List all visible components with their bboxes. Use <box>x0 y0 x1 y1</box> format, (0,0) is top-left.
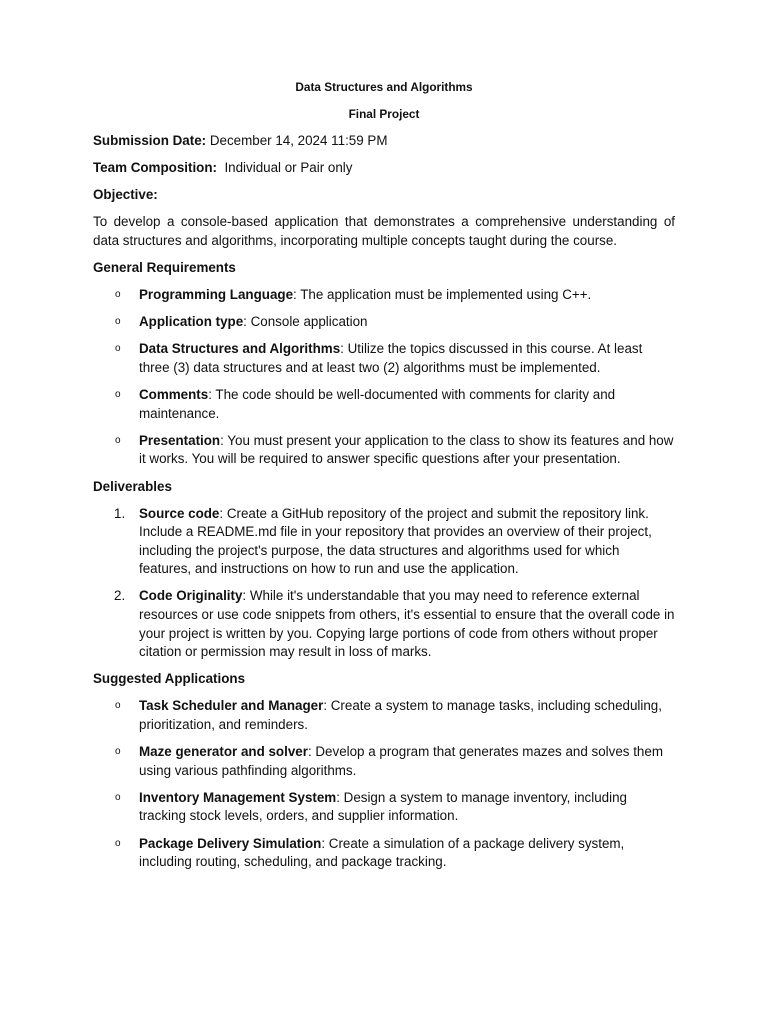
item-term: Package Delivery Simulation <box>139 835 322 851</box>
list-item <box>93 340 675 377</box>
list-item <box>93 743 675 780</box>
bullet-marker: o <box>115 791 121 803</box>
list-number: 2. <box>114 588 126 604</box>
bullet-marker: o <box>115 343 121 355</box>
list-item <box>93 432 675 469</box>
item-term: Programming Language <box>139 287 294 303</box>
deliverables-heading <box>93 478 675 497</box>
list-item <box>93 386 675 423</box>
suggested-applications-heading-text: Suggested Applications <box>93 671 246 687</box>
item-term: Application type <box>139 314 244 330</box>
general-requirements-heading-text: General Requirements <box>93 260 236 276</box>
item-term: Comments <box>139 387 209 403</box>
list-item <box>93 313 675 332</box>
general-requirements-heading <box>93 259 675 278</box>
item-text: : Console application <box>243 314 368 330</box>
list-item <box>93 835 675 872</box>
suggested-applications-heading <box>93 670 675 689</box>
item-text: : The application must be implemented using C++. <box>293 287 592 303</box>
bullet-marker: o <box>115 434 121 446</box>
objective-text: To develop a console-based application that demonstrates a comprehensive understanding of data structures and algorithms, incorporating multiple concepts taught during the course. <box>93 214 675 249</box>
submission-date <box>93 132 675 151</box>
bullet-marker: o <box>115 837 121 849</box>
item-text: : The code should be well-documented with comments for clarity and maintenance. <box>139 387 616 421</box>
item-text: : Create a GitHub repository of the project and submit the repository link. Include a README.md file in your repository that provides an overview of their project, including the project's purpose, the data structures and algorithms used for which features, and instructions on how to run and use the application. <box>139 505 652 577</box>
item-term: Data Structures and Algorithms <box>139 341 341 357</box>
item-text: : Create a simulation of a package delivery system, including routing, scheduling, and package tracking. <box>139 835 625 870</box>
general-requirements-list <box>93 286 675 469</box>
list-item <box>93 789 675 826</box>
item-term: Inventory Management System <box>139 789 337 805</box>
item-term: Code Originality <box>139 588 243 604</box>
item-term: Presentation <box>139 432 221 448</box>
objective-heading-text: Objective: <box>93 187 158 203</box>
item-text: : While it's understandable that you may need to reference external resources or use code snippets from others, it's essential to ensure that the overall code in your project is written by you. Copying large portions of code from others without proper citation or permission may result in loss of marks. <box>139 588 675 660</box>
item-text: : Create a system to manage tasks, including scheduling, prioritization, and reminders. <box>139 698 662 733</box>
submission-date-value: December 14, 2024 11:59 PM <box>206 133 388 149</box>
list-item <box>93 286 675 305</box>
team-composition-value: Individual or Pair only <box>217 160 353 176</box>
list-item <box>93 587 675 661</box>
list-item <box>93 697 675 734</box>
item-term: Source code <box>139 505 220 521</box>
team-composition-label: Team Composition: <box>93 160 217 176</box>
item-text: : Develop a program that generates mazes and solves them using various pathfinding algorithms. <box>139 744 663 778</box>
bullet-marker: o <box>115 389 121 401</box>
document-title: Data Structures and Algorithms <box>295 80 473 94</box>
item-term: Task Scheduler and Manager <box>139 698 324 714</box>
item-text: : You must present your application to the class to show its features and how it works. You will be required to answer specific questions after your presentation. <box>139 432 674 467</box>
bullet-marker: o <box>115 746 121 758</box>
document-page <box>93 78 675 880</box>
bullet-marker: o <box>115 316 121 328</box>
deliverables-list <box>93 505 675 662</box>
team-composition <box>93 159 675 178</box>
list-number: 1. <box>114 505 126 521</box>
bullet-marker: o <box>115 700 121 712</box>
document-subtitle: Final Project <box>348 107 420 122</box>
list-item <box>93 505 675 579</box>
submission-date-label: Submission Date: <box>93 133 207 149</box>
bullet-marker: o <box>115 289 121 301</box>
suggested-applications-list <box>93 697 675 871</box>
item-term: Maze generator and solver <box>139 744 308 760</box>
deliverables-heading-text: Deliverables <box>93 478 172 494</box>
item-text: : Utilize the topics discussed in this course. At least three (3) data structures and at least two (2) algorithms must be implemented. <box>139 341 643 376</box>
objective-heading <box>93 186 675 205</box>
item-text: : Design a system to manage inventory, including tracking stock levels, orders, and supplier information. <box>139 789 627 824</box>
